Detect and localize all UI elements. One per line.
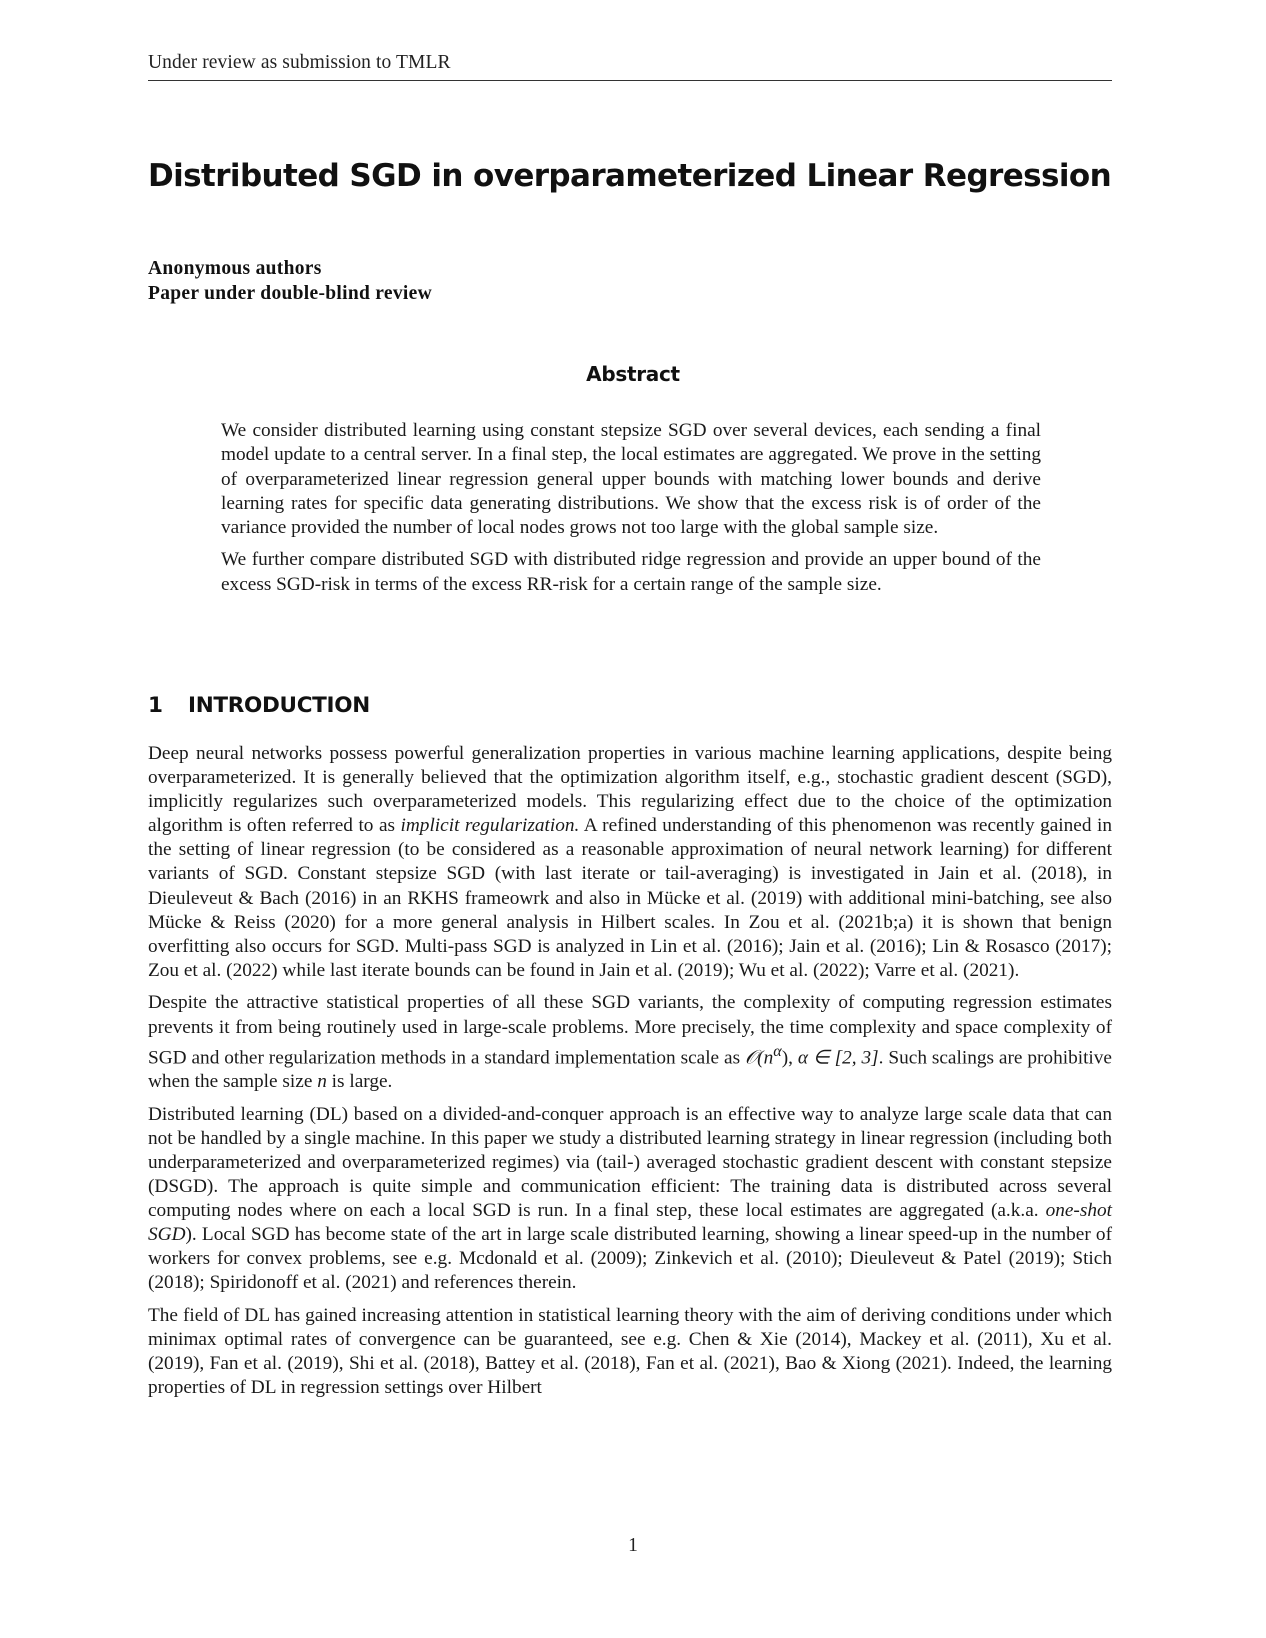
body-paragraph: The field of DL has gained increasing attention in statistical learning theory with the aim of deriving conditions under which minimax optimal rates of convergence can be guaranteed, see e.g. Chen & Xie (2014), Mackey et al. (2011), Xu et al. (2019), Fan et al. (2019), Shi et al. (2018), Battey et al. (2018), Fan et al. (2021), Bao & Xiong (2021). Indeed, the learning properties of DL in regression settings over Hilbert (148, 1304, 1112, 1399)
page-number: 1 (628, 1535, 638, 1556)
abstract-paragraph: We consider distributed learning using constant stepsize SGD over several devices, each sending a final model update to a central server. In a final step, the local estimates are aggregated. We prove in the setting of overparameterized linear regression general upper bounds with matching lower bounds and derive learning rates for specific data generating distributions. We show that the excess risk is of order of the variance provided the number of local nodes grows not too large with the global sample size. (221, 420, 1041, 539)
text-run: Despite the attractive statistical properties of all these SGD variants, the complexity of computing regression estimates prevents it from being routinely used in large-scale problems. More precisely, the time complexity and space complexity of SGD and other regularization methods in a standard implementation scale as (148, 992, 1112, 1069)
running-head: Under review as submission to TMLR (148, 52, 451, 73)
math-expression: 𝒪(n (745, 1047, 774, 1069)
review-note: Paper under double-blind review (148, 283, 432, 304)
math-expression: α ∈ [2, 3] (797, 1047, 879, 1069)
text-run: Deep neural networks possess powerful generalization properties in various machine learning applications, despite being overparameterized. It is generally believed that the optimization algorithm itself, e.g., stochastic gradient descent (SGD), implicitly regularizes such overparameterized models. This regularizing effect due to the choice of the optimization algorithm is often referred to as (148, 743, 1112, 837)
section-title: INTRODUCTION (188, 693, 370, 718)
body-paragraph (148, 742, 1112, 983)
author-name: Anonymous authors (148, 258, 322, 279)
text-run: Distributed learning (DL) based on a divided-and-conquer approach is an effective way to analyze large scale data that can not be handled by a single machine. In this paper we study a distributed learning strategy in linear regression (including both underparameterized and overparameterized regimes) via (tail-) averaged stochastic gradient descent with constant stepsize (DSGD). The approach is quite simple and communication efficient: The training data is distributed across several computing nodes where on each a local SGD is run. In a final step, these local estimates are aggregated (a.k.a. (148, 1103, 1112, 1222)
paper-title: Distributed SGD in overparameterized Linear Regression (148, 158, 1112, 194)
text-run: A refined understanding of this phenomenon was recently gained in the setting of linear regression (to be considered as a reasonable approximation of neural network learning) for different variants of SGD. Constant stepsize SGD (with last iterate or tail-averaging) is investigated in Jain et al. (2018), in Dieuleveut & Bach (2016) in an RKHS frameowrk and also in Mücke et al. (2019) with additional mini-batching, see also Mücke & Reiss (2020) for a more general analysis in Hilbert scales. In Zou et al. (2021b;a) it is shown that benign overfitting also occurs for SGD. Multi-pass SGD is analyzed in Lin et al. (2016); Jain et al. (2016); Lin & Rosasco (2017); Zou et al. (2022) while last iterate bounds can be found in Jain et al. (2019); Wu et al. (2022); Varre et al. (2021). (148, 815, 1112, 981)
author-block (148, 256, 432, 306)
abstract-heading: Abstract (586, 362, 680, 386)
introduction-body (148, 742, 1112, 1409)
header-rule (148, 80, 1112, 81)
math-variable: n (317, 1071, 327, 1093)
emphasized-term: one-shot SGD (148, 1200, 1112, 1246)
text-run: is large. (326, 1071, 393, 1093)
section-number: 1 (148, 693, 163, 718)
body-paragraph (148, 1103, 1112, 1296)
abstract-paragraph: We further compare distributed SGD with distributed ridge regression and provide an upper bound of the excess SGD-risk in terms of the excess RR-risk for a certain range of the sample size. (221, 549, 1041, 595)
emphasized-term: implicit regularization. (400, 815, 580, 837)
text-run: . Such scalings are prohibitive when the sample size (148, 1047, 1112, 1093)
math-superscript: α (773, 1042, 782, 1060)
section-heading-introduction (148, 693, 370, 718)
math-expression: ), (781, 1047, 793, 1069)
abstract (221, 419, 1041, 605)
text-run: ). Local SGD has become state of the art in large scale distributed learning, showing a linear speed-up in the number of workers for convex problems, see e.g. Mcdonald et al. (2009); Zinkevich et al. (2010); Dieuleveut & Patel (2019); Stich (2018); Spiridonoff et al. (2021) and references therein. (148, 1224, 1112, 1294)
body-paragraph (148, 991, 1112, 1094)
